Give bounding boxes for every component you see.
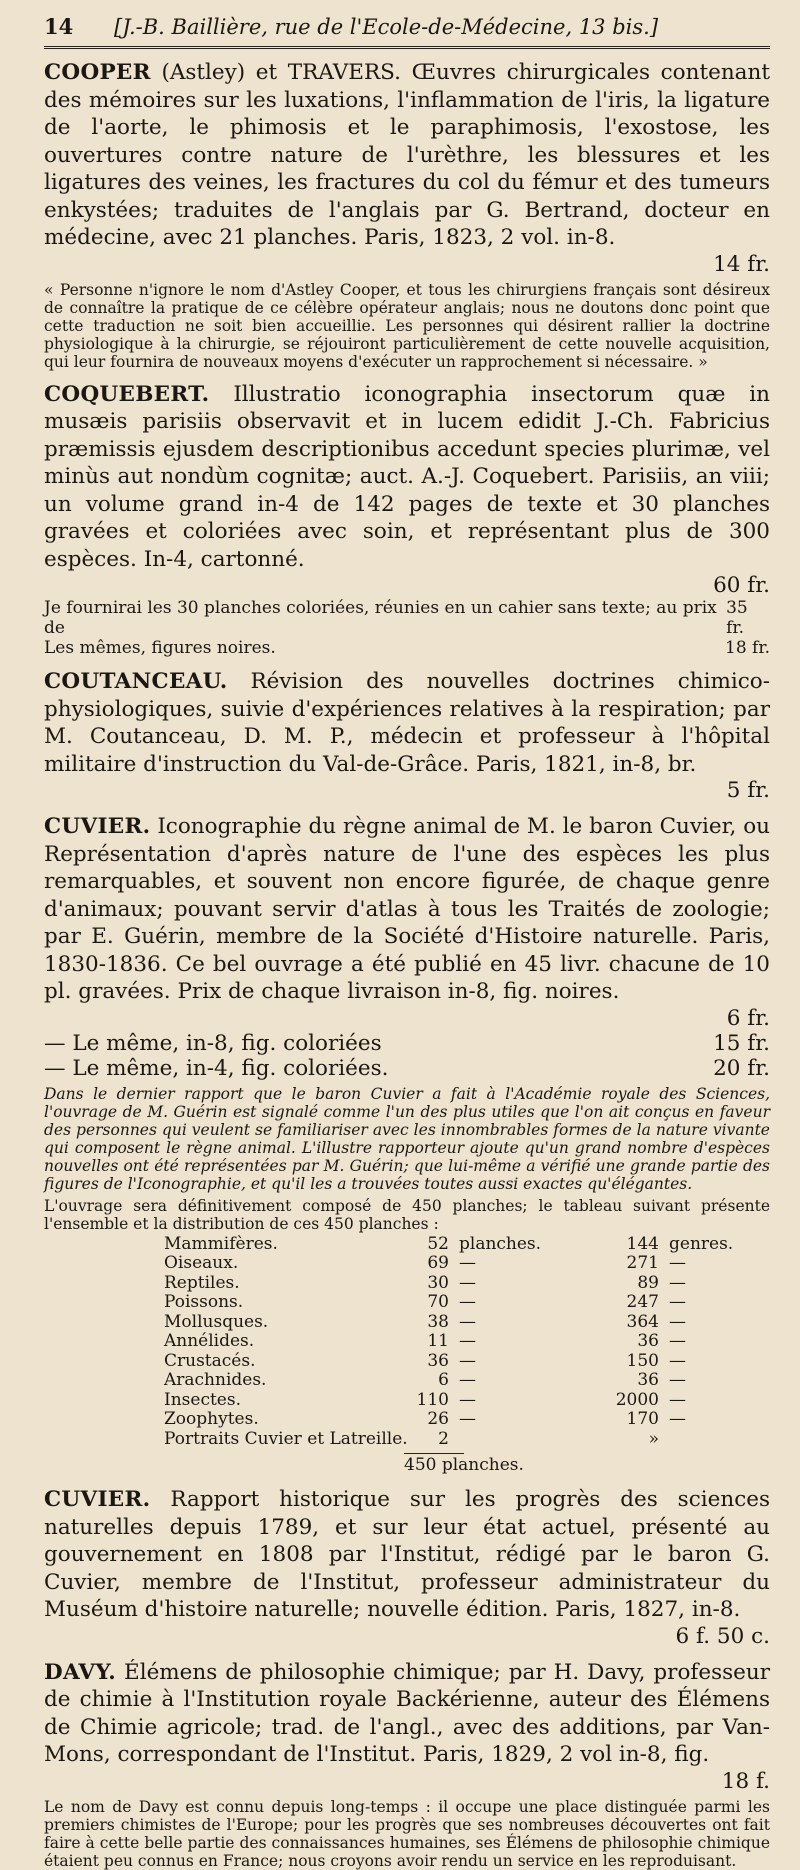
entry-note-distribution: L'ouvrage sera définitivement composé de 450 planches; le tableau suivant présente l'ensemble et la distribution de ces 450 planches : [44,1196,770,1233]
class-name: Mollusques. [164,1311,269,1332]
entry-description: Iconographie du règne animal de M. le baron Cuvier, ou Représentation d'après nature de l'une des espèces les plus remarquables, et souvent non encore figurée, de chaque genre d'animaux; pouvant servir d'atlas à tous les Traités de zoologie; par E. Guérin, membre de la Société d'Histoire naturelle. Paris, 1830-1836. Ce bel ouvrage a été publié en 45 livr. chacune de 10 pl. gravées. Prix de chaque livraison in-8, fig. noires. [44,814,770,1004]
genera-count: 150 [626,1350,659,1371]
genera-unit: genres. [669,1233,734,1254]
plates-count: 6 [438,1370,449,1390]
entry-description: Illustratio iconographia insectorum quæ in musæis parisiis observavit et in lucem edidit J.-Ch. Fabricius præmissis ejusdem descriptionibus accedunt species plurimæ, vel minùs aut nondùm cognitæ; auct. A.-J. Coquebert. Parisiis, an viii; un volume grand in-4 de 142 pages de texte et 30 planches gravées et coloriées avec soin, et représentant plus de 300 espèces. In-4, cartonné. [44,381,770,572]
subline-price: 18 fr. [725,638,770,658]
header-rule [44,46,770,49]
entry-price: 18 f. [721,1768,770,1794]
plates-unit: — [459,1350,476,1371]
class-name: Arachnides. [164,1370,267,1390]
plates-unit: — [459,1311,476,1332]
genera-unit: — [669,1253,686,1273]
table-row [44,1293,770,1313]
entry-subline [44,598,770,638]
entry-head: COOPER [44,60,151,85]
entry-cuvier-iconographie [44,813,770,1476]
plates-unit: — [459,1370,476,1390]
entry-head: DAVY. [44,1659,117,1685]
entry-note: Le nom de Davy est connu depuis long-temps : il occupe une place distinguée parmi les premiers chimistes de l'Europe; pour les progrès que ses nombreuses découvertes ont fait faire à cette belle partie des connaissances humaines, ses Élémens de philosophie chimique étaient peu connus en France; nous croyons avoir rendu un service en les reproduisant. [44,1797,770,1870]
genera-count: 36 [637,1370,659,1390]
plates-unit: — [459,1409,476,1429]
page-number: 14 [44,14,74,39]
subline-price: 35 fr. [726,598,748,638]
entry-price: 6 f. 50 c. [675,1623,770,1649]
genera-unit: — [669,1331,686,1351]
subline-text: Les mêmes, figures noires. [44,638,276,658]
plates-count: 38 [427,1311,449,1332]
plates-count: 11 [427,1331,449,1351]
genera-count: 144 [626,1233,659,1254]
plates-table [44,1235,770,1450]
entry-cooper [44,59,770,371]
class-name: Oiseaux. [164,1253,239,1273]
genera-count: 36 [637,1331,659,1351]
class-name: Reptiles. [164,1272,240,1293]
variant-price: 20 fr. [713,1055,770,1081]
page [44,14,770,1870]
entry-subline [44,638,770,658]
plates-unit: — [459,1331,476,1351]
entry-coquebert [44,381,770,659]
entry-cuvier-rapport [44,1486,770,1649]
plates-unit: planches. [459,1233,542,1254]
entry-note: « Personne n'ignore le nom d'Astley Cooper, et tous les chirurgiens français sont désireux de connaître la pratique de ce célèbre opérateur anglais; nous ne doutons donc point que cette traduction ne soit bien accueillie. Les personnes qui désirent rallier la doctrine physiologique à la chirurgie, se réjouiront particulièrement de cette nouvelle acquisition, qui leur fournira de nouveaux moyens d'exécuter un rapprochement si nécessaire. » [44,280,770,371]
entry-davy [44,1659,770,1870]
plates-total: 450 planches. [404,1455,524,1475]
plates-unit: — [459,1292,476,1312]
entry-note: Dans le dernier rapport que le baron Cuvier a fait à l'Académie royale des Sciences, l'ouvrage de M. Guérin est signalé comme l'un des plus utiles que l'on ait conçus en faveur des personnes qui veulent se familiariser avec les innombrables formes de la nature vivante qui composent le règne animal. L'illustre rapporteur ajoute qu'un grand nombre d'espèces nouvelles ont été représentées par M. Guérin; que lui-même a vérifié une grande partie des figures de l'Iconographie, et qu'il les a trouvées toutes aussi exactes qu'élégantes. [44,1084,770,1193]
subline-text: Je fournirai les 30 planches coloriées, réunies en un cahier sans texte; au prix de [44,598,717,638]
entry-coutanceau [44,668,770,803]
plates-count: 69 [427,1253,449,1273]
genera-unit: — [669,1409,686,1429]
plates-count: 26 [427,1409,449,1429]
class-name: Crustacés. [164,1350,256,1371]
entry-head: COQUEBERT. [44,381,210,407]
table-row [44,1430,770,1450]
plates-unit [449,1430,599,1450]
class-name: Zoophytes. [164,1409,259,1429]
genera-unit: — [669,1350,686,1371]
plates-unit: — [459,1389,476,1410]
entry-text [44,668,770,778]
genera-unit: — [669,1311,686,1332]
entry-text [44,381,770,574]
genera-count: 2000 [615,1389,659,1410]
entry-head: COUTANCEAU. [44,669,228,694]
entry-text [44,59,770,252]
plates-unit: — [459,1272,476,1293]
plates-count: 2 [438,1428,449,1449]
entry-text [44,1659,770,1769]
genera-unit: — [669,1389,686,1410]
class-name: Poissons. [164,1292,244,1312]
variant-text: — Le même, in-4, fig. coloriées. [44,1055,389,1081]
table-row [44,1391,770,1411]
entry-price: 14 fr. [713,251,770,277]
genera-count: 89 [637,1272,659,1293]
entry-price: 60 fr. [713,573,770,598]
genera-unit: — [669,1292,686,1312]
class-name: Annélides. [164,1331,255,1351]
table-row [44,1274,770,1294]
table-row [44,1313,770,1333]
plates-unit: — [459,1253,476,1273]
genera-unit: — [669,1370,686,1390]
entry-description: Rapport historique sur les progrès des sciences naturelles depuis 1789, et sur leur état actuel, présenté au gouvernement en 1808 par l'Institut, rédigé par le baron G. Cuvier, membre de l'Institut, professeur administrateur du Muséum d'histoire naturelle; nouvelle édition. Paris, 1827, in-8. [44,1487,770,1622]
entry-description: Révision des nouvelles doctrines chimico-physiologiques, suivie d'expériences relatives à la respiration; par M. Coutanceau, D. M. P., médecin et professeur à l'hôpital militaire d'instruction du Val-de-Grâce. Paris, 1821, in-8, br. [44,669,770,777]
entry-head: CUVIER. [44,1487,151,1512]
plates-count: 70 [427,1292,449,1312]
genera-count: 364 [626,1311,659,1332]
genera-unit: — [669,1272,686,1293]
plates-count: 110 [416,1389,449,1410]
table-row [44,1332,770,1352]
plates-count: 52 [427,1233,449,1254]
entry-head: CUVIER. [44,814,151,839]
variant-text: — Le même, in-8, fig. coloriées [44,1030,382,1056]
genera-count: 170 [626,1409,659,1429]
genera-unit [659,1430,749,1450]
publisher-imprint: [J.-B. Baillière, rue de l'Ecole-de-Médecine, 13 bis.] [114,15,659,39]
genera-count: » [648,1428,659,1449]
entry-variant [44,1056,770,1081]
table-row [44,1352,770,1372]
variant-price: 15 fr. [713,1030,770,1056]
entry-price: 5 fr. [726,778,770,803]
genera-count: 247 [626,1292,659,1312]
class-name: Mammifères. [164,1233,278,1254]
entry-variant [44,1031,770,1056]
table-row [44,1235,770,1255]
entry-text [44,1486,770,1624]
table-row [44,1410,770,1430]
entry-price: 6 fr. [726,1005,770,1031]
plates-count: 36 [427,1350,449,1371]
entry-description: (Astley) et TRAVERS. Œuvres chirurgicales contenant des mémoires sur les luxations, l'inflammation de l'iris, la ligature de l'aorte, le phimosis et le paraphimosis, l'exostose, les ouvertures contre nature de l'urèthre, les blessures et les ligatures des veines, les fractures du col du fémur et des tumeurs enkystées; traduites de l'anglais par G. Bertrand, docteur en médecine, avec 21 planches. Paris, 1823, 2 vol. in-8. [44,60,770,250]
plates-count: 30 [427,1272,449,1293]
class-name: Insectes. [164,1389,241,1410]
running-head [44,14,770,44]
genera-count: 271 [626,1253,659,1273]
class-name: Portraits Cuvier et Latreille. [164,1428,408,1449]
entry-description: Élémens de philosophie chimique; par H. Davy, professeur de chimie à l'Institution royale Backérienne, auteur des Élémens de Chimie agricole; trad. de l'angl., avec des additions, par Van-Mons, correspondant de l'Institut. Paris, 1829, 2 vol in-8, fig. [44,1659,771,1767]
table-row [44,1254,770,1274]
entry-text [44,813,770,1006]
